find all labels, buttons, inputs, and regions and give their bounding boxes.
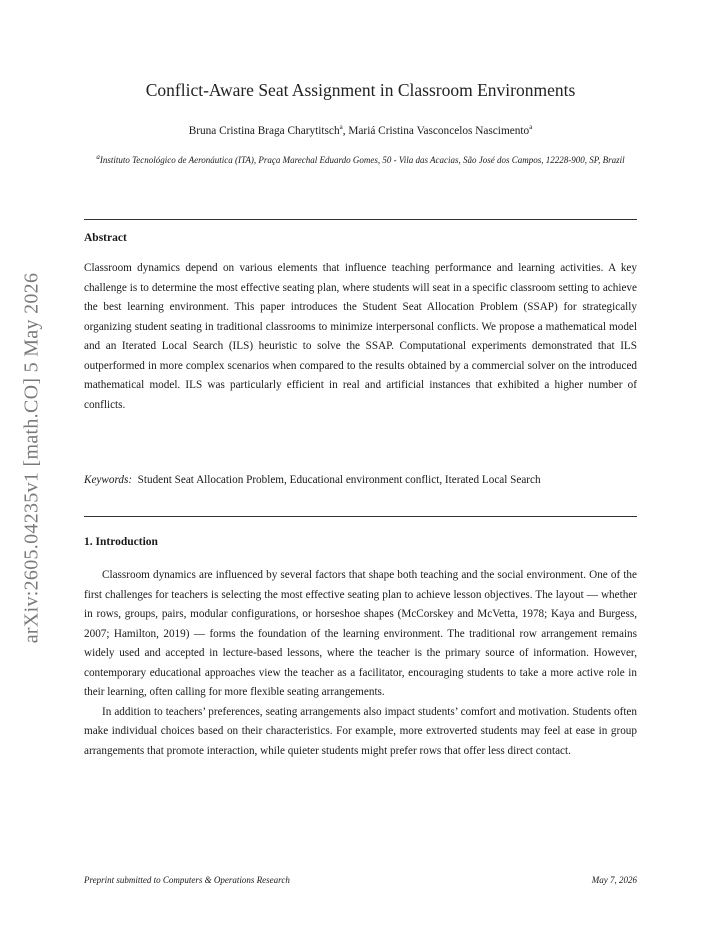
page-footer <box>84 875 637 885</box>
abstract-top-rule <box>84 219 637 220</box>
author-name: Bruna Cristina Braga Charytitsch <box>188 124 340 137</box>
keywords <box>84 471 637 491</box>
paragraph: Classroom dynamics are influenced by several factors that shape both teaching and the social environment. One of the first challenges for teachers is selecting the most effective seating plan to achieve lesson objectives. The layout — whether in rows, groups, pairs, modular configurations, or horseshoe shapes (McCorskey and McVetta, 1978; Kaya and Burgess, 2007; Hamilton, 2019) — forms the foundation of the learning environment. The traditional row arrangement remains widely used and accepted in lecture-based lessons, where the teacher is the primary source of information. However, contemporary educational approaches view the teacher as a facilitator, encouraging students to take a more active role in their learning, often calling for more flexible seating arrangements. <box>84 569 637 698</box>
arxiv-identifier <box>16 258 48 658</box>
abstract-text: Classroom dynamics depend on various elements that influence teaching performance and learning activities. A key challenge is to determine the most effective seating plan, where students will seat in a specific classroom setting to achieve the best learning environment. This paper introduces the Student Seat Allocation Problem (SSAP) for strategically organizing student seating in traditional classrooms to minimize interpersonal conflicts. We propose a mathematical model and an Iterated Local Search (ILS) heuristic to solve the SSAP. Computational experiments demonstrated that ILS outperformed in more complex scenarios when compared to the results obtained by a commercial solver on the introduced mathematical model. ILS was particularly efficient in real and artificial instances that exhibited a higher number of conflicts. <box>84 262 637 411</box>
abstract-heading: Abstract <box>84 232 127 244</box>
keywords-text: Student Seat Allocation Problem, Educational environment conflict, Iterated Local Search <box>137 474 541 486</box>
paragraph: In addition to teachers’ preferences, seating arrangements also impact students’ comfort and motivation. Students often make individual choices based on their characteristics. For example, more extroverted students may feel at ease in group arrangements that promote interaction, while quieter students might prefer rows that offer less direct contact. <box>84 705 637 757</box>
footer-journal: Preprint submitted to Computers & Operations Research <box>84 875 290 885</box>
section-heading: 1. Introduction <box>84 536 158 548</box>
affiliation-mark: a <box>529 123 533 131</box>
affiliation-mark: a <box>339 123 343 131</box>
footer-date: May 7, 2026 <box>591 875 637 885</box>
affiliation <box>84 151 637 168</box>
affiliation-text: Instituto Tecnológico de Aeronáutica (ITA), Praça Marechal Eduardo Gomes, 50 - Vila das Acacias, São José dos Campos, 12228-900, SP, Brazil <box>99 155 625 165</box>
author-separator: , <box>342 124 349 137</box>
arxiv-identifier-text: arXiv:2605.04235v1 [math.CO] 5 May 2026 <box>20 272 43 644</box>
keywords-label: Keywords: <box>84 474 133 486</box>
affiliation-mark: a <box>96 153 100 161</box>
author-list <box>84 123 637 137</box>
author-name: Mariá Cristina Vasconcelos Nascimento <box>348 124 530 137</box>
abstract-bottom-rule <box>84 516 637 517</box>
paper-title: Conflict-Aware Seat Assignment in Classroom Environments <box>145 80 576 100</box>
section-body <box>84 566 637 761</box>
